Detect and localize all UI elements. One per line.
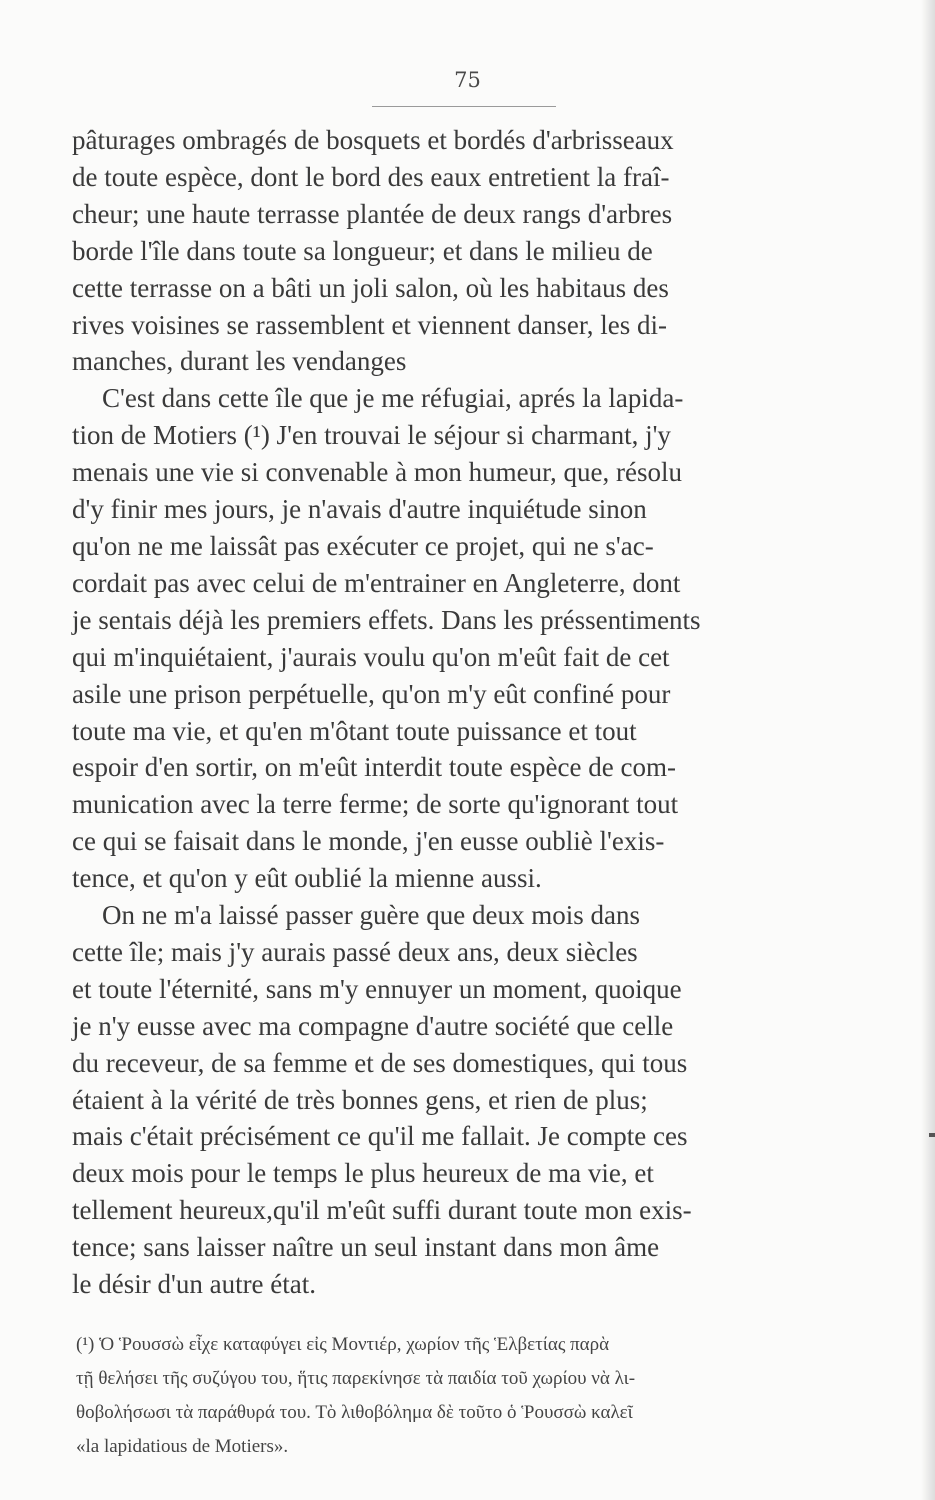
footnote-line: θοβολήσωσι τὰ παράθυρά του. Τὸ λιθοβόλημα δὲ τοῦτο ὁ Ῥουσσὼ καλεῖ [76,1402,633,1423]
paragraph-start-line: C'est dans cette île que je me réfugiai, aprés la lapida- [102,383,684,414]
text-line: cette île; mais j'y aurais passé deux ans, deux siècles [72,936,638,967]
footnote [76,1328,852,1464]
text-line: étaient à la vérité de très bonnes gens, et rien de plus; [72,1084,648,1115]
page-edge-shadow [921,0,935,1500]
text-line: asile une prison perpétuelle, qu'on m'y eût confiné pour [72,678,671,709]
footnote-line: (¹) Ὁ Ῥουσσὼ εἶχε καταφύγει εἰς Μοντιέρ, χωρίον τῆς Ἑλβετίας παρὰ [76,1334,610,1355]
text-line: tion de Motiers (¹) J'en trouvai le séjour si charmant, j'y [72,420,671,451]
text-line: pâturages ombragés de bosquets et bordés d'arbrisseaux [72,125,674,155]
text-line: je sentais déjà les premiers effets. Dans les préssentiments [72,604,701,635]
text-line: et toute l'éternité, sans m'y ennuyer un moment, quoique [72,973,682,1004]
text-line: deux mois pour le temps le plus heureux de ma vie, et [72,1158,654,1189]
text-line: d'y finir mes jours, je n'avais d'autre inquiétude sinon [72,494,647,525]
text-line: manches, durant les vendanges [72,346,407,377]
text-line: qu'on ne me laissât pas exécuter ce projet, qui ne s'ac- [72,530,654,561]
header-rule [372,106,556,107]
page-edge-mark [929,1133,935,1137]
text-line: rives voisines se rassemblent et viennent danser, les di- [72,309,668,340]
text-line: le désir d'un autre état. [72,1269,317,1300]
text-line: de toute espèce, dont le bord des eaux entretient la fraî- [72,161,670,192]
text-line: menais une vie si convenable à mon humeur, que, résolu [72,457,682,488]
body-text [72,122,852,1303]
text-line: munication avec la terre ferme; de sorte qu'ignorant tout [72,789,679,820]
page-number: 75 [454,68,481,92]
text-line: toute ma vie, et qu'en m'ôtant toute puissance et tout [72,715,637,746]
text-line: cette terrasse on a bâti un joli salon, où les habitaus des [72,272,669,303]
text-line: je n'y eusse avec ma compagne d'autre société que celle [72,1010,674,1041]
paragraph-start-line: On ne m'a laissé passer guère que deux mois dans [102,900,640,931]
footnote-line: τῇ θελήσει τῆς συζύγου του, ἥτις παρεκίνησε τὰ παιδία τοῦ χωρίου νὰ λι- [76,1368,636,1389]
text-line: du receveur, de sa femme et de ses domestiques, qui tous [72,1047,688,1078]
text-line: qui m'inquiétaient, j'aurais voulu qu'on m'eût fait de cet [72,641,670,672]
text-line: tence, et qu'on y eût oublié la mienne aussi. [72,863,542,894]
text-line: cheur; une haute terrasse plantée de deux rangs d'arbres [72,198,673,229]
text-line: borde l'île dans toute sa longueur; et dans le milieu de [72,235,653,266]
text-line: cordait pas avec celui de m'entrainer en Angleterre, dont [72,567,681,598]
text-line: tence; sans laisser naître un seul instant dans mon âme [72,1232,660,1263]
text-line: mais c'était précisément ce qu'il me fallait. Je compte ces [72,1121,688,1152]
text-line: ce qui se faisait dans le monde, j'en eusse oubliè l'exis- [72,826,665,857]
footnote-line: «la lapidatious de Motiers». [76,1436,289,1457]
text-line: espoir d'en sortir, on m'eût interdit toute espèce de com- [72,752,676,783]
text-line: tellement heureux,qu'il m'eût suffi durant toute mon exis- [72,1195,692,1226]
